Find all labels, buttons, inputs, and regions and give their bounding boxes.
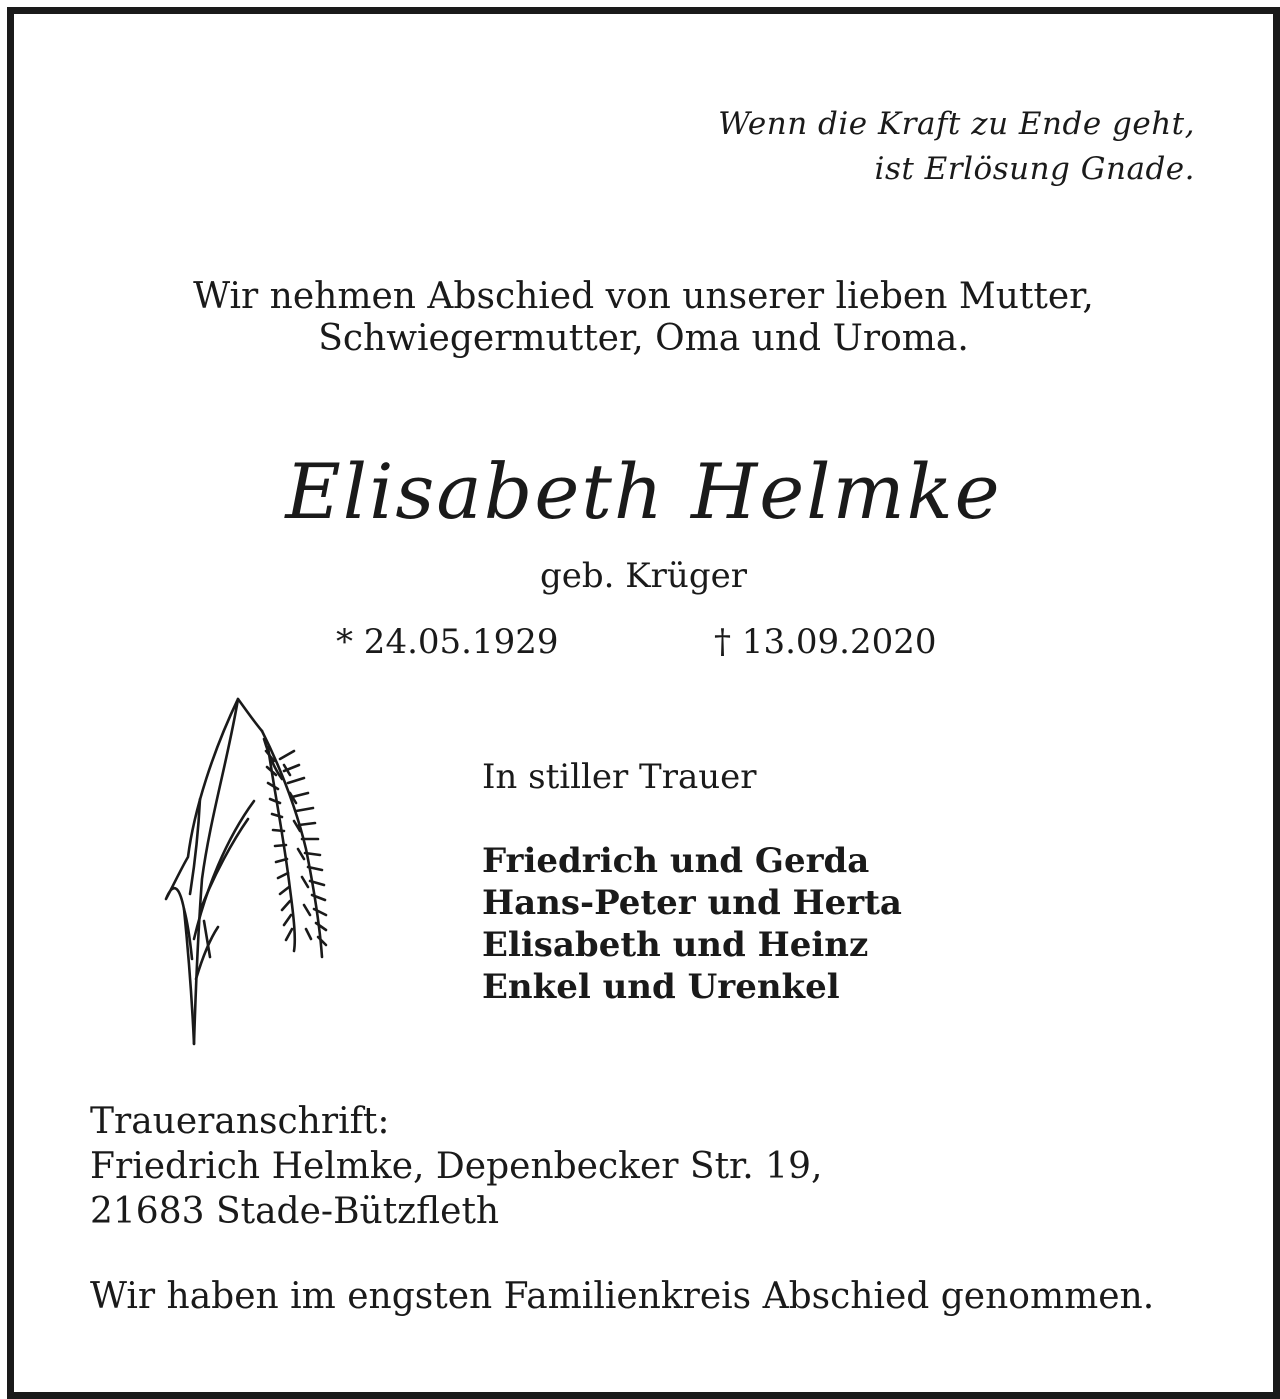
mourning-address [90, 1099, 822, 1234]
mourner-entry: Elisabeth und Heinz [482, 925, 869, 965]
wheat-ear-icon [144, 689, 344, 1054]
mourner-entry: Friedrich und Gerda [482, 841, 870, 881]
address-line-1: Friedrich Helmke, Depenbecker Str. 19, [90, 1146, 823, 1187]
birth-date: * 24.05.1929 [336, 622, 559, 662]
deceased-name: Elisabeth Helmke [285, 447, 1002, 536]
mourners-list [482, 840, 902, 1008]
address-label: Traueranschrift: [90, 1101, 390, 1142]
mourning-heading: In stiller Trauer [482, 757, 757, 797]
motto-quote [718, 102, 1195, 192]
death-date: † 13.09.2020 [714, 622, 937, 662]
mourner-entry: Hans-Peter und Herta [482, 883, 902, 923]
obituary-notice [7, 7, 1280, 1399]
motto-line-2: ist Erlösung Gnade. [874, 151, 1195, 187]
motto-line-1: Wenn die Kraft zu Ende geht, [718, 106, 1195, 142]
intro-line-1: Wir nehmen Abschied von unserer lieben Mutter, [193, 276, 1094, 317]
maiden-name: geb. Krüger [540, 556, 747, 596]
closing-note: Wir haben im engsten Familienkreis Abschied genommen. [90, 1276, 1155, 1317]
intro-text [14, 276, 1273, 360]
intro-line-2: Schwiegermutter, Oma und Uroma. [318, 318, 969, 359]
mourner-entry: Enkel und Urenkel [482, 967, 840, 1007]
address-line-2: 21683 Stade-Bützfleth [90, 1191, 500, 1232]
